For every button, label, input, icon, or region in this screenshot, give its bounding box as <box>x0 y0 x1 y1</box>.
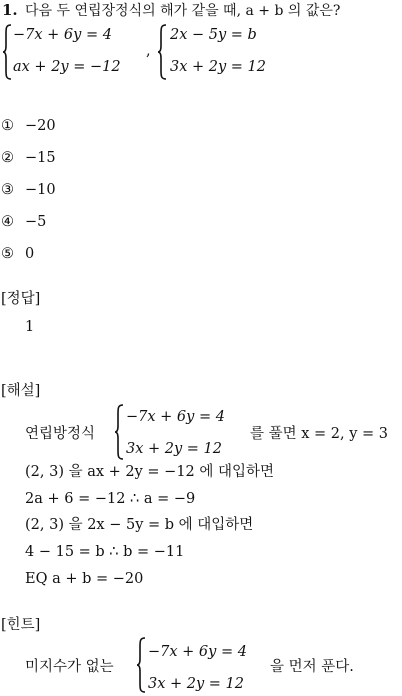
system2-eq2: 3x + 2y = 12 <box>170 59 267 75</box>
solution-system-eq2: 3x + 2y = 12 <box>126 441 223 457</box>
choice-value[interactable]: −20 <box>25 118 56 134</box>
hint-system-eq1: −7x + 6y = 4 <box>148 644 247 660</box>
solution-line1-suffix: 를 풀면 x = 2, y = 3 <box>250 426 389 442</box>
system1-eq2: ax + 2y = −12 <box>13 59 121 75</box>
hint-label: [힌트] <box>1 617 41 633</box>
solution-system-eq1: −7x + 6y = 4 <box>126 409 225 425</box>
solution-step: (2, 3) 을 2x − 5y = b 에 대입하면 <box>25 517 254 533</box>
left-brace-icon <box>114 404 124 460</box>
choice-mark[interactable]: ② <box>1 150 14 166</box>
system2-eq1: 2x − 5y = b <box>170 27 257 43</box>
answer-value: 1 <box>25 319 35 335</box>
left-brace-icon <box>136 637 146 693</box>
solution-step: EQ a + b = −20 <box>25 571 144 587</box>
question-number: 1. <box>2 1 18 19</box>
choice-value[interactable]: −15 <box>25 150 56 166</box>
choice-value[interactable]: 0 <box>25 246 35 262</box>
hint-suffix: 을 먼저 푼다. <box>270 659 354 675</box>
choice-mark[interactable]: ⑤ <box>1 246 14 262</box>
solution-line1-prefix: 연립방정식 <box>25 426 96 442</box>
question-text: 다음 두 연립장정식의 해가 같을 때, a + b 의 값은? <box>25 3 341 19</box>
solution-step: (2, 3) 을 ax + 2y = −12 에 대입하면 <box>25 464 275 480</box>
choice-mark[interactable]: ④ <box>1 214 14 230</box>
left-brace-icon <box>2 24 12 80</box>
choice-mark[interactable]: ① <box>1 118 14 134</box>
choice-value[interactable]: −5 <box>25 214 47 230</box>
hint-system-eq2: 3x + 2y = 12 <box>148 676 245 692</box>
solution-step: 4 − 15 = b ∴ b = −11 <box>25 544 185 560</box>
answer-label: [정답] <box>1 291 41 307</box>
choice-mark[interactable]: ③ <box>1 182 14 198</box>
solution-step: 2a + 6 = −12 ∴ a = −9 <box>25 491 196 507</box>
solution-label: [해설] <box>1 383 41 399</box>
hint-prefix: 미지수가 없는 <box>25 659 114 675</box>
choice-value[interactable]: −10 <box>25 182 56 198</box>
system-separator: , <box>146 43 151 59</box>
left-brace-icon <box>157 24 167 80</box>
system1-eq1: −7x + 6y = 4 <box>13 27 112 43</box>
